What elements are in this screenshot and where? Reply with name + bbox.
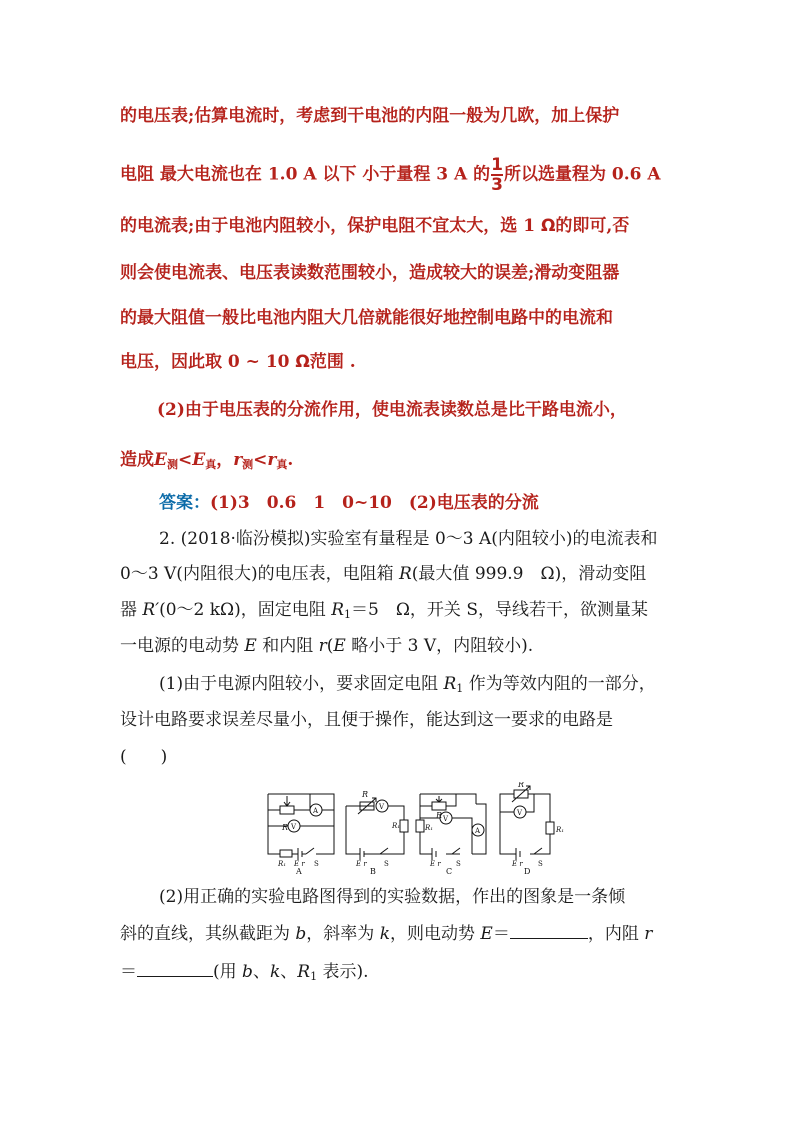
circuit-label-er: E r xyxy=(356,860,367,868)
resistor-r1-icon xyxy=(400,820,408,832)
circuit-label-r: R xyxy=(518,782,525,789)
solution-line-8-a: 造成 xyxy=(120,450,154,470)
fixed-resistor-symbol: R xyxy=(443,674,457,694)
circuit-diagrams xyxy=(262,782,582,874)
question-2-e: ，内阻 xyxy=(587,924,645,944)
circuit-label-er: E r xyxy=(430,860,441,868)
subscript-measured: 测 xyxy=(166,458,178,471)
circuit-caption-c: C xyxy=(446,867,453,874)
resistor-r1-icon xyxy=(546,822,554,834)
circuit-a xyxy=(268,794,334,874)
subscript-true: 真 xyxy=(276,458,288,471)
question-1-b: 作为等效内阻的一部分， xyxy=(463,674,656,694)
switch-icon xyxy=(534,848,542,854)
omega-symbol: Ω xyxy=(540,216,556,236)
circuit-label-s: S xyxy=(384,860,389,868)
circuit-label-r1: R₁ xyxy=(392,822,401,830)
subscript-one: 1 xyxy=(456,682,464,695)
less-than: < xyxy=(253,450,268,470)
solution-line-3-b: 的即可,否 xyxy=(555,216,630,236)
solution-line-6 xyxy=(120,350,356,374)
question-2-i: 、 xyxy=(280,962,298,982)
question-2-line-2 xyxy=(120,922,652,946)
solution-line-6-a: 电压，因此取 0 ~ 10 xyxy=(120,352,296,372)
emf-symbol: E xyxy=(154,450,167,470)
voltmeter-label: V xyxy=(517,809,523,817)
subscript-measured: 测 xyxy=(242,458,254,471)
solution-line-6-b: 范围 . xyxy=(309,352,356,372)
resistance-symbol: r xyxy=(267,450,277,470)
question-2-c: ，则电动势 xyxy=(390,924,481,944)
rheostat-icon xyxy=(280,806,294,814)
circuit-label-r: R xyxy=(362,790,369,799)
emf-symbol: E xyxy=(192,450,206,470)
solution-line-5: 的最大阻值一般比电池内阻大几倍就能很好地控制电路中的电流和 xyxy=(120,308,613,328)
switch-icon xyxy=(306,848,314,854)
question-2-d: ＝ xyxy=(492,924,510,944)
ammeter-label: A xyxy=(313,807,319,815)
circuit-caption-d: D xyxy=(524,867,531,874)
emf-symbol: E xyxy=(244,636,257,656)
problem-line-4-d: 略小于 3 V，内阻较小). xyxy=(345,636,534,656)
omega-symbol: Ω xyxy=(295,352,310,372)
solution-line-7: (2)由于电压表的分流作用，使电流表读数总是比干路电流小， xyxy=(157,400,627,420)
circuit-d xyxy=(500,782,564,874)
problem-line-4-c: ( xyxy=(326,636,334,656)
question-2-g: (用 xyxy=(213,962,243,982)
question-1-a: (1)由于电源内阻较小，要求固定电阻 xyxy=(159,674,444,694)
question-2-f: ＝ xyxy=(120,962,137,982)
circuit-label-r: R xyxy=(436,811,443,820)
question-1-line-1 xyxy=(159,672,656,701)
problem-line-2-b: (最大值 999.9 Ω)，滑动变阻 xyxy=(411,564,647,584)
voltmeter-label: V xyxy=(443,815,449,823)
solution-line-2-b: 所以选量程为 0.6 A xyxy=(503,164,661,185)
problem-line-2 xyxy=(120,562,646,586)
emf-answer-blank[interactable] xyxy=(510,922,588,939)
resistor-r1-icon xyxy=(280,850,292,857)
circuit-c xyxy=(416,794,486,874)
problem-line-3-a: 器 xyxy=(120,600,143,620)
question-1-line-3: ( ) xyxy=(120,747,168,767)
voltmeter-label: V xyxy=(291,823,297,831)
problem-line-4-b: 和内阻 xyxy=(256,636,319,656)
fixed-resistor-symbol: R xyxy=(331,600,344,620)
internal-resistance-symbol: r xyxy=(318,636,327,656)
question-2-b: ，斜率为 xyxy=(306,924,380,944)
solution-line-2 xyxy=(120,156,661,194)
switch-icon xyxy=(452,848,460,854)
circuit-label-er: E r xyxy=(512,860,523,868)
slope-symbol: k xyxy=(379,924,391,944)
rheostat-icon xyxy=(432,802,446,810)
problem-line-3-c: ＝5 Ω，开关 S，导线若干，欲测量某 xyxy=(351,600,648,620)
question-2-j: 表示). xyxy=(317,962,369,982)
question-2-line-1: (2)用正确的实验电路图得到的实验数据，作出的图象是一条倾 xyxy=(159,887,626,907)
emf-symbol: E xyxy=(480,924,493,944)
intercept-symbol: b xyxy=(242,962,253,982)
circuit-b xyxy=(346,790,408,874)
fraction-denominator: 3 xyxy=(491,175,503,195)
circuit-label-s: S xyxy=(456,860,461,868)
subscript-one: 1 xyxy=(344,608,351,621)
solution-line-2-a: 电阻 最大电流也在 1.0 A 以下 小于量程 3 A 的 xyxy=(120,164,491,185)
circuit-label-er: E r xyxy=(294,860,305,868)
answer-colon: ： xyxy=(193,493,210,513)
resistance-symbol: r xyxy=(233,450,243,470)
ammeter-label: A xyxy=(475,827,481,835)
subscript-one: 1 xyxy=(310,970,318,983)
problem-line-4 xyxy=(120,634,533,658)
solution-line-1: 的电压表;估算电流时，考虑到干电池的内阻一般为几欧，加上保护 xyxy=(120,106,620,126)
period: . xyxy=(287,450,294,470)
resistor-r1-icon xyxy=(416,820,424,832)
voltmeter-label: V xyxy=(379,803,385,811)
rheostat-symbol: R′ xyxy=(142,600,160,620)
fixed-resistor-symbol: R xyxy=(297,962,311,982)
solution-line-3 xyxy=(120,214,629,238)
question-2-a: 斜的直线，其纵截距为 xyxy=(120,924,296,944)
subscript-true: 真 xyxy=(205,458,217,471)
resistor-box-symbol: R xyxy=(398,564,412,584)
circuit-label-s: S xyxy=(538,860,543,868)
circuit-label-s: S xyxy=(314,860,319,868)
solution-line-3-a: 的电流表;由于电池内阻较小，保护电阻不宜太大，选 1 xyxy=(120,216,541,236)
solution-line-4: 则会使电流表、电压表读数范围较小，造成较大的误差;滑动变阻器 xyxy=(120,263,620,283)
one-third-fraction xyxy=(491,156,503,194)
question-1-line-2: 设计电路要求误差尽量小，且便于操作，能达到这一要求的电路是 xyxy=(120,710,613,730)
circuit-label-r1: R₁ xyxy=(425,824,434,832)
less-than: < xyxy=(177,450,193,470)
internal-resistance-symbol: r xyxy=(644,924,653,944)
problem-line-4-a: 一电源的电动势 xyxy=(120,636,245,656)
slope-symbol: k xyxy=(269,962,281,982)
question-2-line-3 xyxy=(120,960,369,989)
question-2-h: 、 xyxy=(252,962,270,982)
circuit-label-r1: R₁ xyxy=(278,860,287,868)
circuit-caption-a: A xyxy=(296,867,302,874)
problem-line-1: 2. (2018·临汾模拟)实验室有量程是 0～3 A(内阻较小)的电流表和 xyxy=(159,529,658,549)
intercept-symbol: b xyxy=(295,924,307,944)
answer-values: (1)3 0.6 1 0~10 (2)电压表的分流 xyxy=(210,493,539,513)
problem-line-2-a: 0～3 V(内阻很大)的电压表，电阻箱 xyxy=(120,564,399,584)
switch-icon xyxy=(380,848,388,854)
problem-line-3 xyxy=(120,598,648,627)
fraction-numerator: 1 xyxy=(491,155,503,175)
solution-line-8 xyxy=(120,448,293,477)
circuit-label-r: R xyxy=(282,823,289,832)
comma: ， xyxy=(216,450,234,470)
problem-line-3-b: (0～2 kΩ)，固定电阻 xyxy=(159,600,332,620)
answer-line xyxy=(159,491,539,515)
emf-symbol: E xyxy=(333,636,346,656)
resistance-answer-blank[interactable] xyxy=(137,960,213,977)
circuit-caption-b: B xyxy=(370,867,376,874)
answer-label: 答案 xyxy=(159,493,193,513)
circuit-label-r1: R₁ xyxy=(556,826,565,834)
